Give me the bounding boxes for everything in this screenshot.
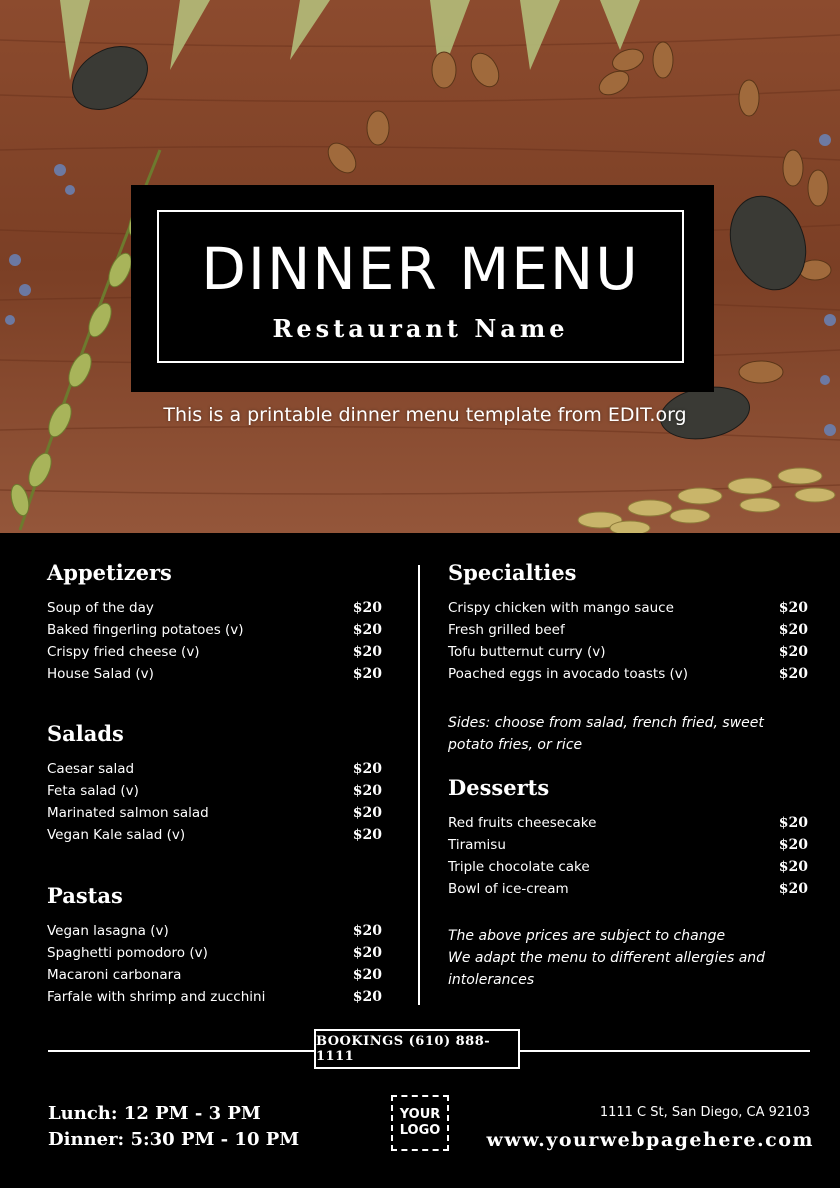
- item-price: $20: [352, 622, 382, 638]
- menu-item: [448, 619, 808, 641]
- section-title: Appetizers: [47, 560, 172, 585]
- item-price: $20: [778, 644, 808, 660]
- menu-item: [448, 812, 808, 834]
- dinner-hours: Dinner: 5:30 PM - 10 PM: [48, 1129, 300, 1150]
- item-name: Baked fingerling potatoes (v): [47, 622, 244, 638]
- item-price: $20: [352, 666, 382, 682]
- item-name: Triple chocolate cake: [448, 859, 590, 875]
- item-price: $20: [352, 600, 382, 616]
- item-name: Farfale with shrimp and zucchini: [47, 989, 266, 1005]
- menu-item: [47, 802, 382, 824]
- pastas-section: [47, 883, 382, 1008]
- sides-note-line: potato fries, or rice: [448, 737, 583, 753]
- desserts-section: [448, 775, 808, 991]
- hero-image: [0, 0, 840, 533]
- menu-item: [47, 920, 382, 942]
- item-price: $20: [352, 644, 382, 660]
- opening-hours: [48, 1101, 299, 1153]
- title-frame: [157, 210, 684, 363]
- menu-item: [47, 641, 382, 663]
- footer-divider-left: [48, 1050, 314, 1052]
- item-name: Fresh grilled beef: [448, 622, 565, 638]
- item-name: Crispy fried cheese (v): [47, 644, 200, 660]
- logo-placeholder: [391, 1095, 449, 1151]
- logo-line: LOGO: [399, 1123, 441, 1138]
- menu-item: [47, 942, 382, 964]
- item-name: Macaroni carbonara: [47, 967, 182, 983]
- menu-item: [47, 619, 382, 641]
- item-price: $20: [352, 805, 382, 821]
- menu-item: [47, 663, 382, 685]
- price-note-line: intolerances: [448, 972, 535, 988]
- item-price: $20: [352, 945, 382, 961]
- menu-item: [448, 641, 808, 663]
- menu-item: [47, 986, 382, 1008]
- restaurant-name: Restaurant Name: [272, 314, 569, 343]
- item-price: $20: [778, 815, 808, 831]
- item-name: Crispy chicken with mango sauce: [448, 600, 674, 616]
- menu-item: [47, 780, 382, 802]
- item-name: Vegan lasagna (v): [47, 923, 169, 939]
- item-price: $20: [778, 881, 808, 897]
- specialties-section: [448, 560, 808, 756]
- salads-section: [47, 721, 382, 846]
- appetizers-section: [47, 560, 382, 685]
- item-name: Soup of the day: [47, 600, 154, 616]
- item-price: $20: [352, 967, 382, 983]
- price-note: [448, 925, 808, 991]
- menu-title: DINNER MENU: [201, 235, 640, 303]
- sides-note: [448, 712, 808, 756]
- menu-item: [448, 878, 808, 900]
- item-name: Poached eggs in avocado toasts (v): [448, 666, 689, 682]
- section-title: Desserts: [448, 775, 550, 800]
- menu-item: [47, 824, 382, 846]
- tagline: This is a printable dinner menu template from EDIT.org: [163, 404, 687, 426]
- address: 1111 C St, San Diego, CA 92103: [599, 1105, 810, 1120]
- menu-item: [47, 758, 382, 780]
- section-title: Pastas: [47, 883, 123, 908]
- item-name: Tofu butternut curry (v): [448, 644, 606, 660]
- item-name: Spaghetti pomodoro (v): [47, 945, 208, 961]
- item-price: $20: [778, 837, 808, 853]
- item-name: Bowl of ice-cream: [448, 881, 569, 897]
- item-name: Marinated salmon salad: [47, 805, 209, 821]
- title-box: [131, 185, 714, 392]
- item-name: Tiramisu: [448, 837, 506, 853]
- item-price: $20: [352, 989, 382, 1005]
- price-note-line: We adapt the menu to different allergies and: [448, 950, 766, 966]
- menu-item: [47, 597, 382, 619]
- lunch-hours: Lunch: 12 PM - 3 PM: [48, 1103, 261, 1124]
- menu-item: [47, 964, 382, 986]
- item-price: $20: [352, 761, 382, 777]
- website: www.yourwebpagehere.com: [486, 1129, 814, 1151]
- price-note-line: The above prices are subject to change: [448, 928, 726, 944]
- item-name: House Salad (v): [47, 666, 154, 682]
- item-price: $20: [352, 827, 382, 843]
- item-name: Vegan Kale salad (v): [47, 827, 186, 843]
- logo-line: YOUR: [399, 1107, 441, 1122]
- menu-item: [448, 663, 808, 685]
- menu-item: [448, 597, 808, 619]
- bookings-box: BOOKINGS (610) 888-1111: [314, 1029, 520, 1069]
- item-price: $20: [778, 859, 808, 875]
- item-price: $20: [778, 666, 808, 682]
- item-price: $20: [778, 622, 808, 638]
- section-title: Specialties: [448, 560, 577, 585]
- item-price: $20: [778, 600, 808, 616]
- sides-note-line: Sides: choose from salad, french fried, sweet: [448, 715, 764, 731]
- item-name: Feta salad (v): [47, 783, 139, 799]
- item-price: $20: [352, 783, 382, 799]
- menu-item: [448, 856, 808, 878]
- item-name: Red fruits cheesecake: [448, 815, 597, 831]
- footer-divider-right: [520, 1050, 810, 1052]
- column-divider: [418, 565, 420, 1005]
- menu-item: [448, 834, 808, 856]
- item-name: Caesar salad: [47, 761, 135, 777]
- item-price: $20: [352, 923, 382, 939]
- section-title: Salads: [47, 721, 124, 746]
